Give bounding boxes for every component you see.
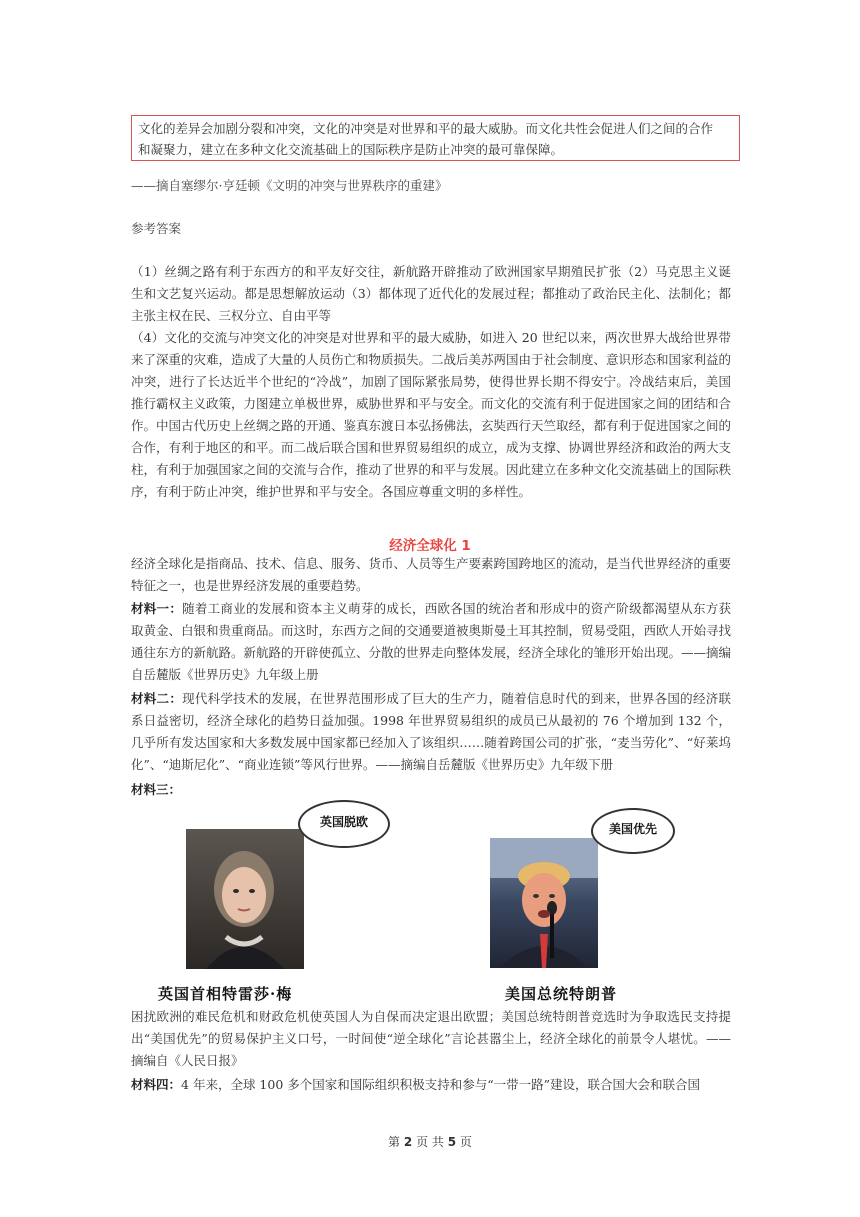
quote-line-1: 文化的差异会加剧分裂和冲突，文化的冲突是对世界和平的最大威胁。而文化共性会促进人们之间的合作 (138, 121, 714, 136)
material-4 (131, 1074, 731, 1096)
material-2-text: 现代科学技术的发展，在世界范围形成了巨大的生产力，随着信息时代的到来，世界各国的经济联系日益密切，经济全球化的趋势日益加强。1998 年世界贸易组织的成员已从最初的 76 个增加到 132 个，几乎所有发达国家和大多数发展中国家都已经加入了该组织……随着跨国公司的扩张，“麦当劳化”、“好莱坞化”、“迪斯尼化”、“商业连锁”等风行世界。——摘编自岳麓版《世界历史》九年级下册 (131, 691, 731, 772)
quote-line-2: 和凝聚力，建立在多种文化交流基础上的国际秩序是防止冲突的最可靠保障。 (138, 142, 564, 157)
material-2 (131, 688, 731, 776)
material-3-text: 困扰欧洲的难民危机和财政危机使英国人为自保而决定退出欧盟；美国总统特朗普竞选时为争取选民支持提出“美国优先”的贸易保护主义口号，一时间使“逆全球化”言论甚嚣尘上，经济全球化的前景令人堪忧。——摘编自《人民日报》 (131, 1009, 731, 1068)
material-4-label: 材料四： (131, 1077, 182, 1092)
caption-theresa-may: 英国首相特雷莎·梅 (158, 985, 293, 1003)
material-1-label: 材料一： (131, 601, 183, 616)
current-page: 2 (403, 1135, 413, 1149)
total-pages: 5 (447, 1135, 457, 1149)
trump-photo (490, 838, 598, 968)
caption-trump: 美国总统特朗普 (505, 985, 618, 1003)
page-footer: 第 2 页 共 5 页 (388, 1135, 472, 1149)
theresa-may-photo (186, 829, 304, 969)
material-1-text: 随着工商业的发展和资本主义萌芽的成长，西欧各国的统治者和形成中的资产阶级都渴望从东方获取黄金、白银和贵重商品。而这时，东西方之间的交通要道被奥斯曼土耳其控制，贸易受阻，西欧人开始寻找通往东方的新航路。新航路的开辟使孤立、分散的世界走向整体发展，经济全球化的雏形开始出现。——摘编自岳麓版《世界历史》九年级上册 (131, 601, 732, 682)
material-3-label: 材料三： (131, 782, 182, 797)
material-4-text: 4 年来，全球 100 多个国家和国际组织积极支持和参与“一带一路”建设，联合国大会和联合国 (181, 1077, 701, 1092)
speech-bubble-america-first: 美国优先 (591, 808, 675, 854)
quote-source: ——摘自塞缪尔·亨廷顿《文明的冲突与世界秩序的重建》 (131, 178, 448, 193)
highlighted-quote (131, 115, 740, 161)
answer-block (131, 261, 731, 503)
section-title: 经济全球化 1 (389, 538, 471, 554)
speech-bubble-brexit: 英国脱欧 (298, 800, 390, 848)
material-3-heading (131, 779, 731, 801)
material-1 (131, 598, 731, 686)
material-3-text-block (131, 1006, 731, 1072)
answer-4: （4）文化的交流与冲突文化的冲突是对世界和平的最大威胁，如进入 20 世纪以来，两次世界大战给世界带来了深重的灾难，造成了大量的人员伤亡和物质损失。二战后美苏两国由于社会制度、意识形态和国家利益的冲突，进行了长达近半个世纪的“冷战”，加剧了国际紧张局势，使得世界长期不得安宁。冷战结束后，美国推行霸权主义政策，力图建立单极世界，威胁世界和平与安全。而文化的交流有利于促进国家之间的团结和合作。中国古代历史上丝绸之路的开通、鉴真东渡日本弘扬佛法，玄奘西行天竺取经，都有利于促进国家之间的合作，有利于地区的和平。而二战后联合国和世界贸易组织的成立，成为支撑、协调世界经济和政治的两大支柱，有利于加强国家之间的交流与合作，推动了世界的和平与发展。因此建立在多种文化交流基础上的国际秩序，有利于防止冲突，维护世界和平与安全。各国应尊重文明的多样性。 (131, 330, 732, 499)
intro-paragraph: 经济全球化是指商品、技术、信息、服务、货币、人员等生产要素跨国跨地区的流动，是当代世界经济的重要特征之一，也是世界经济发展的重要趋势。 (131, 556, 732, 593)
answer-1-3: （1）丝绸之路有利于东西方的和平友好交往，新航路开辟推动了欧洲国家早期殖民扩张（2）马克思主义诞生和文艺复兴运动。都是思想解放运动（3）都体现了近代化的发展过程；都推动了政治民主化、法制化；都主张主权在民、三权分立、自由平等 (131, 264, 731, 323)
material-2-label: 材料二： (131, 691, 183, 706)
answer-heading: 参考答案 (131, 221, 182, 236)
